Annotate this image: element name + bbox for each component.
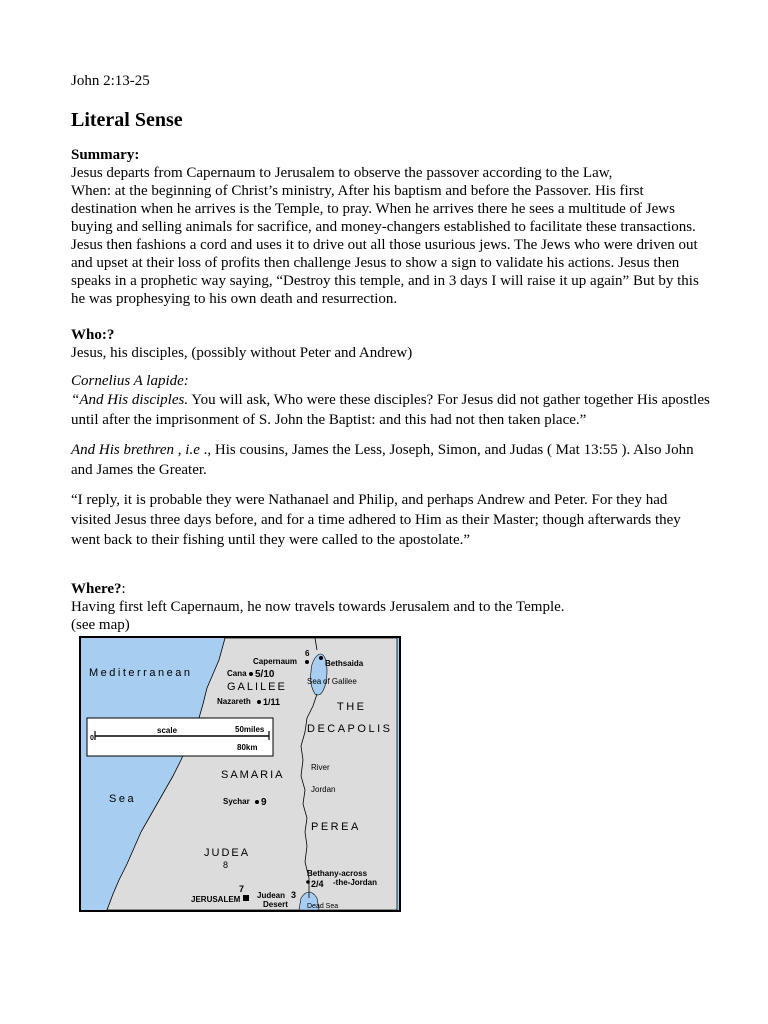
scale-miles: 50miles: [235, 725, 265, 734]
label-judea-num: 8: [223, 860, 229, 870]
cornelius-heading: Cornelius A lapide:: [71, 373, 189, 389]
summary-body: When: at the beginning of Christ’s ministry, After his baptism and before the Passover. His first destination when he arrives is the Temple, to pray. When he arrives there he sees a multitude of Jews buying and selling animals for sacrifice, and money-changers established to facilitate these transactions. Jesus then fashions a cord and uses it to drive out all those usurious jews. The Jews who were driven out and upset at their loss of profits then challenge Jesus to show a sign to validate his actions. Jesus then speaks in a prophetic way saying, “Destroy this temple, and in 3 days I will raise it up again” But by this he was prophesying to his own death and resurrection.: [71, 183, 699, 307]
label-bethany-1: Bethany-across: [307, 869, 368, 878]
map-svg: [79, 636, 401, 912]
label-perea: PEREA: [311, 821, 361, 833]
reply-paragraph: “I reply, it is probable they were Nathanael and Philip, and perhaps Andrew and Peter. For they had visited Jesus three days before, and for a time adhered to Him as their Master; though afterwards they went back to their fishing until they were called to the apostolate.”: [71, 492, 681, 548]
label-cana: Cana: [227, 669, 247, 678]
summary-heading: Summary:: [71, 147, 140, 163]
label-dead-sea: Dead Sea: [307, 903, 339, 910]
map-figure: [79, 636, 401, 912]
cornelius-quote: [71, 390, 711, 430]
who-heading: Who:?: [71, 327, 115, 343]
capernaum-marker: [305, 660, 309, 664]
quote-rest: You will ask, Who were these disciples? For Jesus did not gather together His apostles until after the imprisonment of S. John the Baptist: and this had not then taken place.”: [71, 392, 710, 428]
label-nazareth-num: 1/11: [263, 697, 281, 707]
label-judean-1: Judean: [257, 891, 286, 900]
label-bethsaida: Bethsaida: [325, 659, 364, 668]
scripture-reference: John 2:13-25: [71, 73, 150, 89]
summary-line1: Jesus departs from Capernaum to Jerusalem to observe the passover according to the Law,: [71, 165, 613, 181]
label-samaria: SAMARIA: [221, 769, 285, 781]
brethren-italic: And His brethren , i.e: [71, 442, 200, 458]
see-map-text: (see map): [71, 617, 130, 633]
label-bethany-num: 2/4: [311, 879, 324, 889]
label-jordan: Jordan: [311, 785, 336, 794]
where-colon: :: [121, 581, 126, 597]
label-the: THE: [337, 701, 367, 713]
label-judean-2: Desert: [263, 900, 288, 909]
jerusalem-marker: [243, 895, 249, 901]
label-river: River: [311, 763, 330, 772]
sychar-marker: [255, 800, 259, 804]
label-sea: Sea: [109, 793, 137, 805]
label-galilee: GALILEE: [227, 681, 287, 693]
label-sychar-num: 9: [261, 797, 267, 808]
scale-km: 80km: [237, 743, 258, 752]
brethren-paragraph: [71, 440, 711, 480]
label-capernaum: Capernaum: [253, 657, 298, 666]
scale-label: scale: [157, 726, 178, 735]
scale-bar: [87, 718, 273, 756]
document-page: [71, 72, 711, 912]
label-decapolis: DECAPOLIS: [307, 723, 393, 735]
where-heading-line: [71, 580, 711, 598]
label-sea-of-galilee-1: Sea: [307, 677, 322, 686]
quote-italic: “And His disciples.: [71, 392, 189, 408]
who-text: Jesus, his disciples, (possibly without Peter and Andrew): [71, 345, 413, 361]
label-jerusalem-num: 7: [239, 884, 245, 894]
nazareth-marker: [257, 700, 261, 704]
bethsaida-marker: [319, 656, 323, 660]
page-title: Literal Sense: [71, 109, 183, 131]
brethren-rest: ., His cousins, James the Less, Joseph, Simon, and Judas ( Mat 13:55 ). Also John and James the Greater.: [71, 442, 694, 478]
label-sychar: Sychar: [223, 797, 250, 806]
label-capernaum-num: 6: [305, 649, 310, 658]
label-judean-num: 3: [291, 890, 297, 900]
where-text: Having first left Capernaum, he now travels towards Jerusalem and to the Temple.: [71, 599, 565, 615]
label-bethany-2: -the-Jordan: [333, 878, 377, 887]
label-mediterranean: Mediterranean: [89, 667, 193, 679]
label-jerusalem: JERUSALEM: [191, 895, 241, 904]
where-heading: Where?: [71, 581, 122, 597]
label-sea-of-galilee-2: of Galilee: [323, 677, 357, 686]
bethany-marker: [306, 880, 310, 884]
label-judea: JUDEA: [204, 847, 251, 859]
scale-zero: 0: [90, 735, 94, 742]
cana-marker: [249, 672, 253, 676]
label-nazareth: Nazareth: [217, 697, 251, 706]
label-cana-num: 5/10: [255, 669, 275, 680]
